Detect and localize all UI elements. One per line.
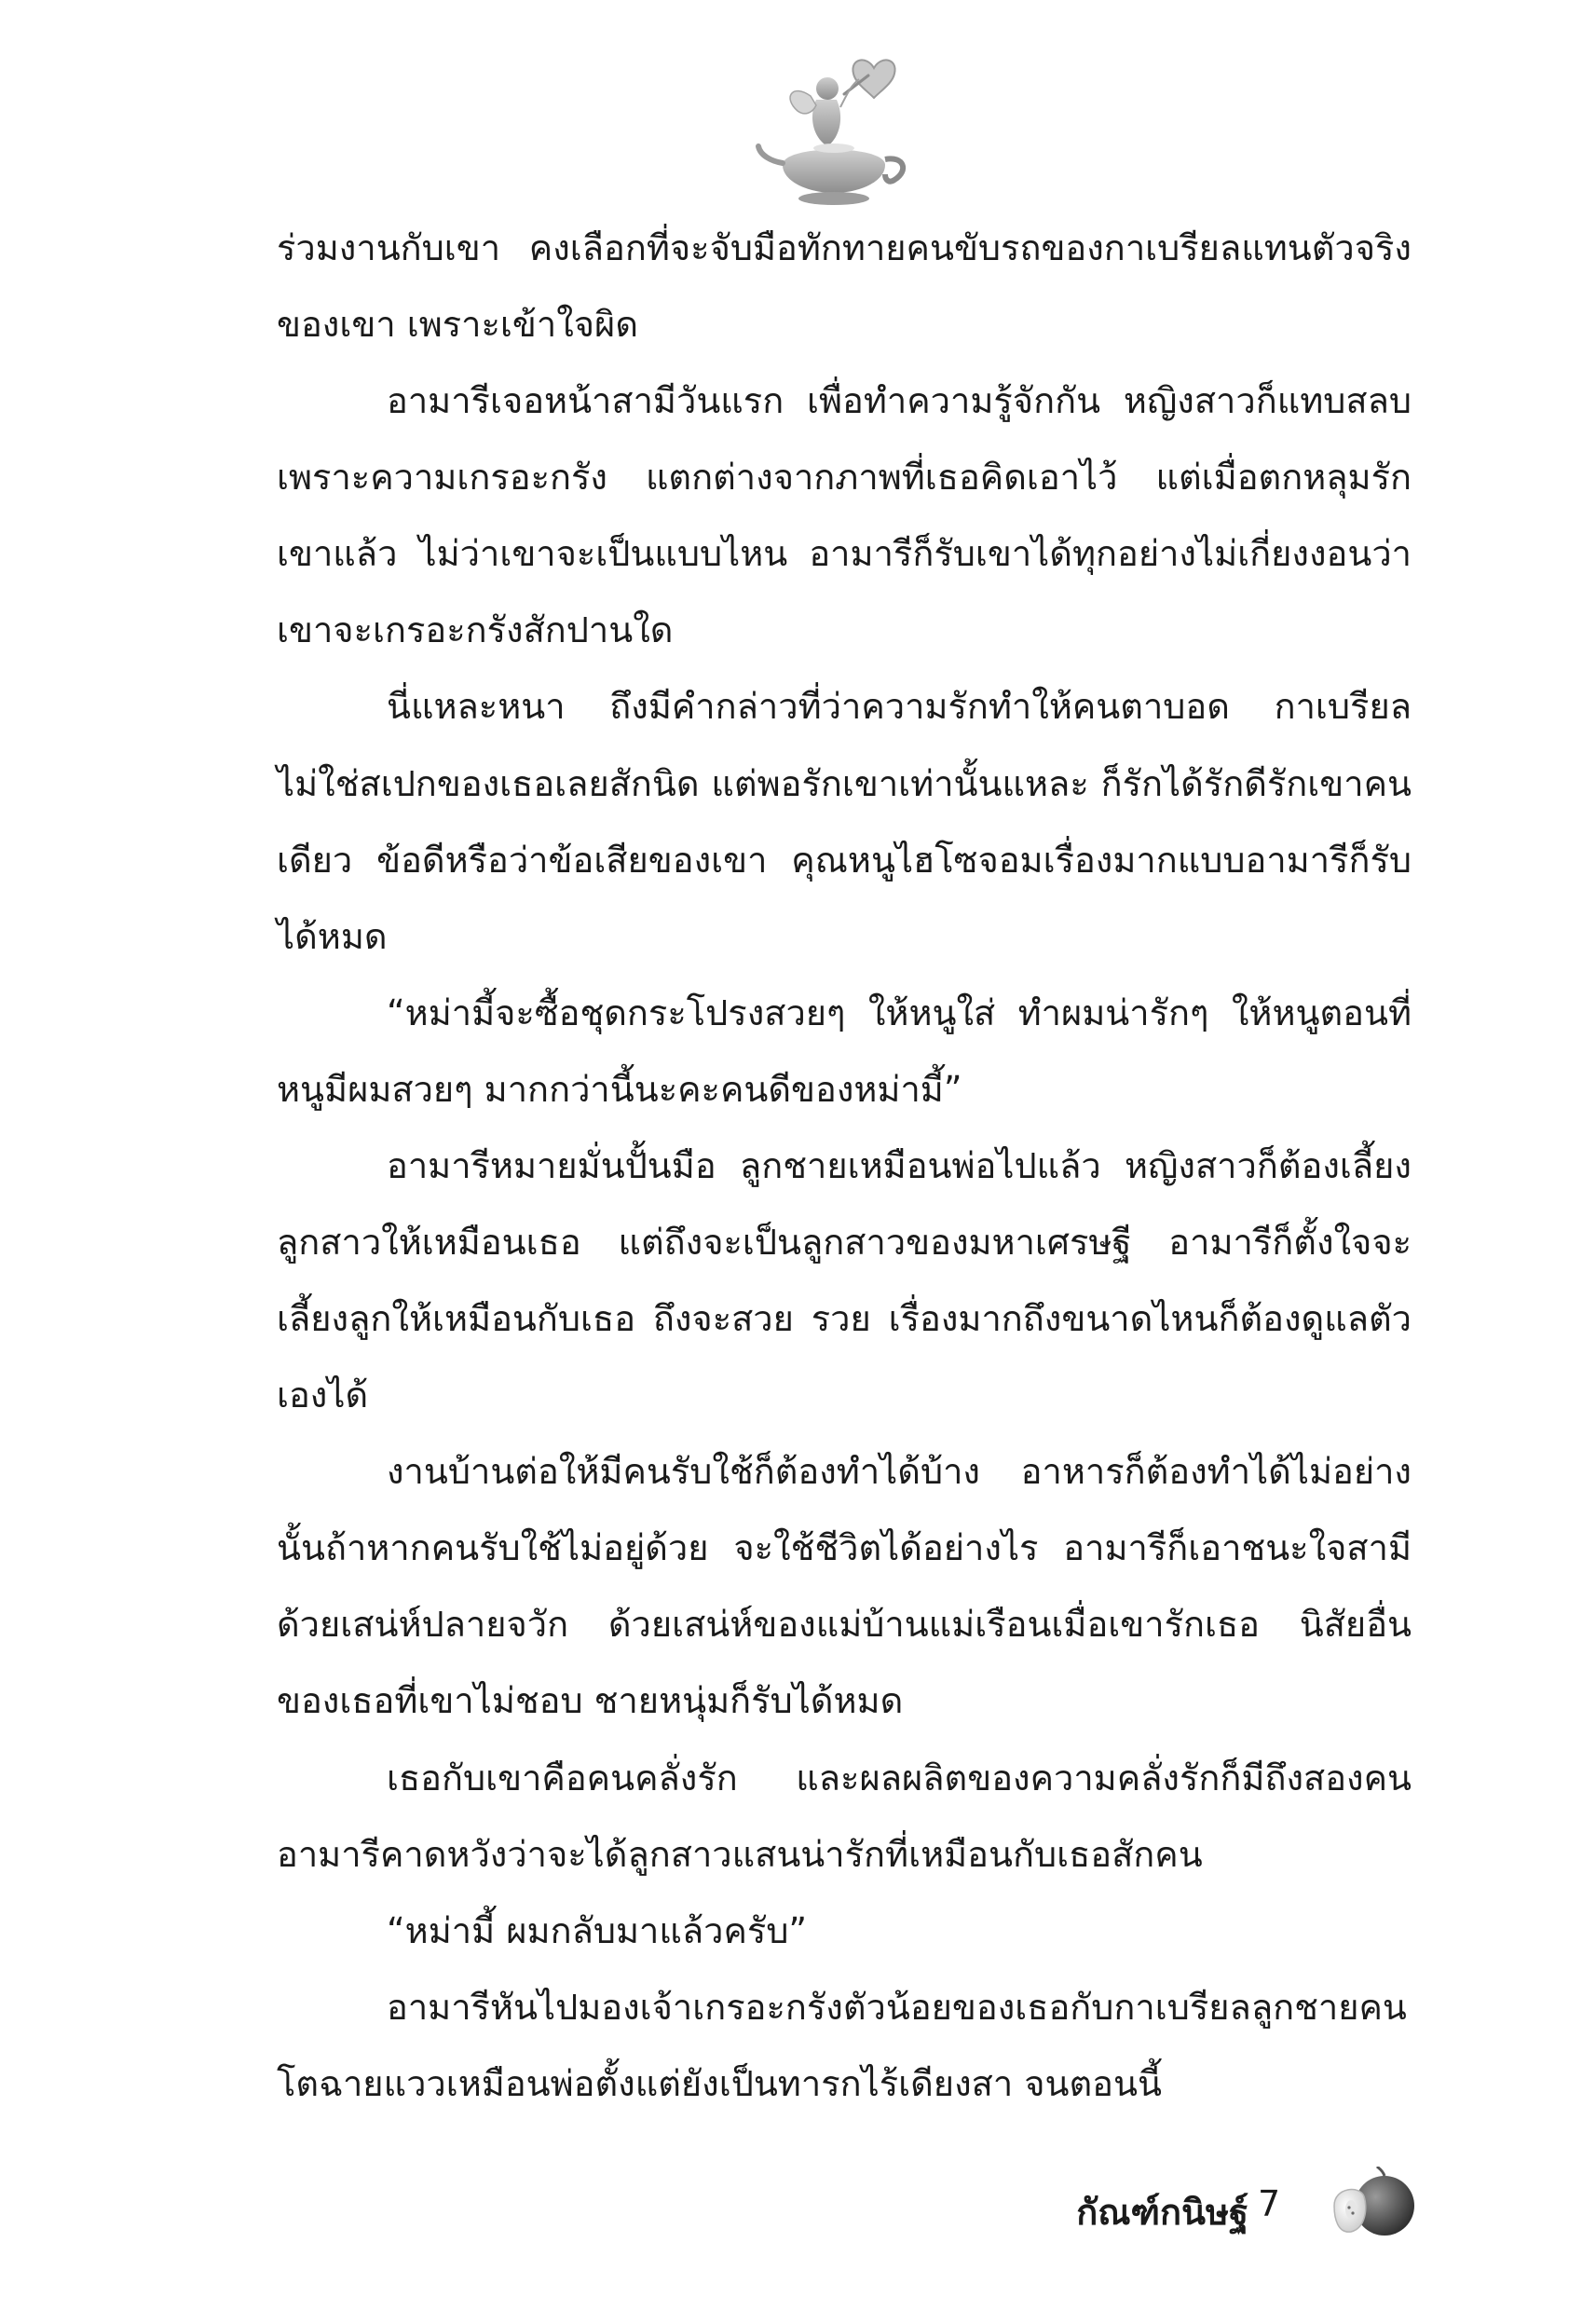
paragraph: อามารีหันไปมองเจ้าเกรอะกรังตัวน้อยของเธอกับกาเบรียลลูกชายคนโตฉายแววเหมือนพ่อตั้งแต่ยังเป็นทารกไร้เดียงสา จนตอนนี้ [277, 1986, 1407, 2104]
paragraph: เธอกับเขาคือคนคลั่งรัก และผลผลิตของความคลั่งรักก็มีถึงสองคน อามารีคาดหวังว่าจะได้ลูกสาวแสนน่ารักที่เหมือนกับเธอสักคน [277, 1757, 1412, 1875]
apple-icon [1323, 2167, 1425, 2241]
book-title: กัณฑ์กนิษฐ์ [1076, 2192, 1248, 2233]
cupid-teapot-ornament-icon [755, 51, 913, 219]
paragraph: “หม่ามี้จะซื้อชุดกระโปรงสวยๆ ให้หนูใส่ ทำผมน่ารักๆ ให้หนูตอนที่หนูมีผมสวยๆ มากกว่านี้นะคะคนดีของหม่ามี้” [277, 991, 1412, 1110]
paragraph: “หม่ามี้ ผมกลับมาแล้วครับ” [387, 1909, 808, 1951]
paragraph: นี่แหละหนา ถึงมีคำกล่าวที่ว่าความรักทำให้คนตาบอด กาเบรียลไม่ใช่สเปกของเธอเลยสักนิด แต่พอรักเขาเท่านั้นแหละ ก็รักได้รักดีรักเขาคนเดียว ข้อดีหรือว่าข้อเสียของเขา คุณหนูไฮโซจอมเรื่องมากแบบอามารีก็รับได้หมด [277, 686, 1412, 957]
paragraph: งานบ้านต่อให้มีคนรับใช้ก็ต้องทำได้บ้าง อาหารก็ต้องทำได้ไม่อย่างนั้นถ้าหากคนรับใช้ไม่อยู่ด้วย จะใช้ชีวิตได้อย่างไร อามารีก็เอาชนะใจสามีด้วยเสน่ห์ปลายจวัก ด้วยเสน่ห์ของแม่บ้านแม่เรือนเมื่อเขารักเธอ นิสัยอื่นของเธอที่เขาไม่ชอบ ชายหนุ่มก็รับได้หมด [277, 1451, 1412, 1722]
body-text [277, 210, 1412, 2122]
paragraph: อามารีหมายมั่นปั้นมือ ลูกชายเหมือนพ่อไปแล้ว หญิงสาวก็ต้องเลี้ยงลูกสาวให้เหมือนเธอ แต่ถึงจะเป็นลูกสาวของมหาเศรษฐี อามารีก็ตั้งใจจะเลี้ยงลูกให้เหมือนกับเธอ ถึงจะสวย รวย เรื่องมากถึงขนาดไหนก็ต้องดูแลตัวเองได้ [277, 1144, 1412, 1416]
page-footer [1006, 2167, 1435, 2241]
page-number: 7 [1258, 2183, 1281, 2224]
paragraph: อามารีเจอหน้าสามีวันแรก เพื่อทำความรู้จักกัน หญิงสาวก็แทบสลบเพราะความเกรอะกรัง แตกต่างจากภาพที่เธอคิดเอาไว้ แต่เมื่อตกหลุมรักเขาแล้ว ไม่ว่าเขาจะเป็นแบบไหน อามารีก็รับเขาได้ทุกอย่างไม่เกี่ยงงอนว่าเขาจะเกรอะกรังสักปานใด [277, 380, 1412, 651]
paragraph: ร่วมงานกับเขา คงเลือกที่จะจับมือทักทายคนขับรถของกาเบรียลแทนตัวจริงของเขา เพราะเข้าใจผิด [277, 227, 1412, 346]
